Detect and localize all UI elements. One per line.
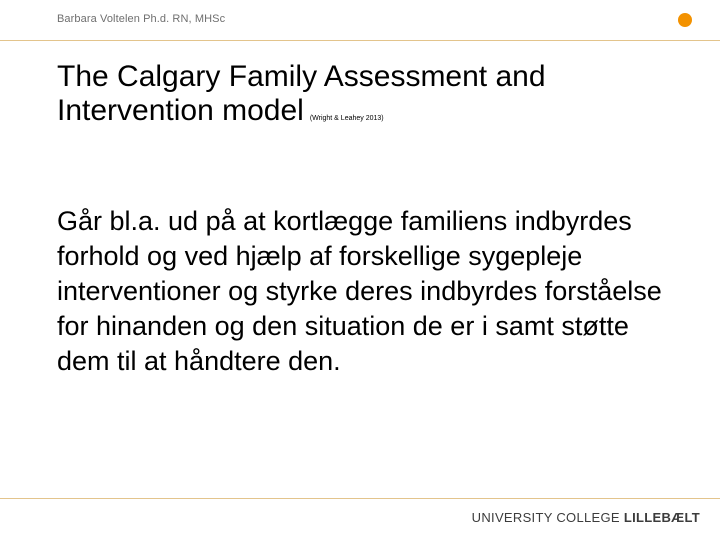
author-line: Barbara Voltelen Ph.d. RN, MHSc	[57, 13, 226, 25]
title-citation: (Wright & Leahey 2013)	[309, 115, 384, 122]
university-logo	[472, 510, 700, 525]
title-text: The Calgary Family Assessment and Intervention model	[57, 60, 546, 127]
top-divider	[0, 40, 720, 41]
logo-text-lillebaelt: LILLEBÆLT	[623, 510, 700, 525]
slide-title	[57, 60, 657, 128]
orange-dot-icon	[678, 13, 692, 27]
body-paragraph: Går bl.a. ud på at kortlægge familiens indbyrdes forhold og ved hjælp af forskellige sygepleje interventioner og styrke deres indbyrdes forståelse for hinanden og den situation de er i samt støtte dem til at håndtere den.	[57, 206, 662, 376]
bottom-divider	[0, 498, 720, 499]
logo-text-university: UNIVERSITY COLLEGE	[471, 510, 620, 525]
